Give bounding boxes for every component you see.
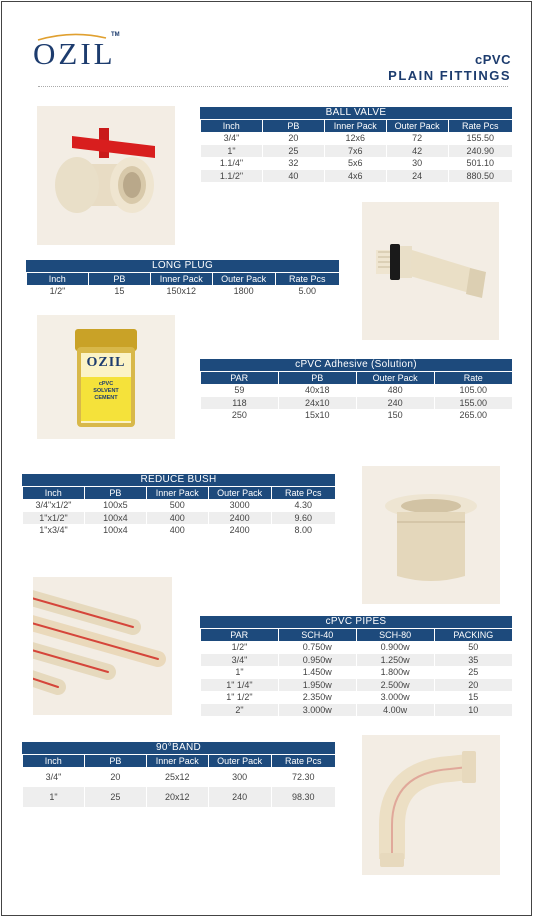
table-cell: 59: [201, 384, 279, 397]
table-cell: 1.950w: [278, 679, 356, 692]
band-bend-icon: [362, 735, 500, 875]
column-header: PB: [84, 755, 146, 768]
can-line-3: CEMENT: [94, 395, 118, 401]
can-brand-label: OZIL: [86, 355, 126, 370]
table-cell: 9.60: [271, 512, 335, 525]
table-cell: 155.00: [434, 397, 512, 410]
table-cell: 150x12: [150, 285, 212, 298]
header-divider: [38, 86, 508, 87]
table-row: [201, 384, 513, 397]
table-cell: 4x6: [324, 170, 386, 183]
table-row: [23, 767, 336, 787]
table-row: [201, 704, 513, 717]
table-cell: 240: [208, 787, 271, 807]
table-cell: 400: [146, 512, 208, 525]
table-cell: 1.450w: [278, 666, 356, 679]
can-product-label: [81, 381, 131, 402]
table-cell: 1/2": [27, 285, 89, 298]
table-cell: 24: [386, 170, 448, 183]
table-cell: 105.00: [434, 384, 512, 397]
table-cell: 32: [262, 157, 324, 170]
table-row: [23, 787, 336, 807]
table-cell: 40x18: [278, 384, 356, 397]
long-plug-icon: [362, 202, 499, 340]
table-cell: 15: [434, 691, 512, 704]
table-header-row: [201, 629, 513, 642]
table-cell: 3.000w: [356, 691, 434, 704]
table-cell: 240.90: [448, 145, 512, 158]
column-header: Inner Pack: [146, 487, 208, 500]
table-row: [201, 132, 513, 145]
column-header: Inner Pack: [324, 120, 386, 133]
reduce-bush-table: [22, 474, 335, 537]
ball-valve-table: [200, 107, 512, 182]
table-cell: 12x6: [324, 132, 386, 145]
table-cell: 1"x1/2": [23, 512, 85, 525]
table-row: [201, 654, 513, 667]
column-header: Outer Pack: [208, 755, 271, 768]
column-header: Inch: [201, 120, 263, 133]
table-row: [201, 397, 513, 410]
table-cell: 300: [208, 767, 271, 787]
table-cell: 100x4: [84, 524, 146, 537]
column-header: Outer Pack: [386, 120, 448, 133]
logo-swoosh-icon: [36, 32, 108, 42]
table-row: [201, 666, 513, 679]
table-header-row: [201, 120, 513, 133]
band-table: [22, 742, 335, 807]
table-row: [201, 409, 513, 422]
table-cell: 2.350w: [278, 691, 356, 704]
trademark-mark: TM: [111, 32, 120, 38]
ball-valve-photo: [37, 106, 175, 245]
table-cell: 2": [201, 704, 279, 717]
column-header: PAR: [201, 372, 279, 385]
table-cell: 100x5: [84, 499, 146, 512]
table-cell: 5x6: [324, 157, 386, 170]
table-cell: 20x12: [146, 787, 208, 807]
table-cell: 10: [434, 704, 512, 717]
table-cell: 3/4": [23, 767, 85, 787]
table-cell: 7x6: [324, 145, 386, 158]
table-cell: 25: [84, 787, 146, 807]
pipes-title: cPVC PIPES: [200, 616, 512, 628]
long-plug-table: [26, 260, 339, 298]
table-row: [23, 524, 336, 537]
table-cell: 98.30: [271, 787, 335, 807]
column-header: Rate Pcs: [448, 120, 512, 133]
column-header: PB: [84, 487, 146, 500]
table-cell: 2400: [208, 512, 271, 525]
can-line-2: SOLVENT: [93, 388, 119, 394]
table-cell: 480: [356, 384, 434, 397]
reduce-bush-photo: [362, 466, 500, 604]
table-cell: 0.750w: [278, 641, 356, 654]
column-header: Rate: [434, 372, 512, 385]
table-cell: 1/2": [201, 641, 279, 654]
table-cell: 150: [356, 409, 434, 422]
table-cell: 118: [201, 397, 279, 410]
table-cell: 155.50: [448, 132, 512, 145]
band-title: 90°BAND: [22, 742, 335, 754]
table-row: [201, 157, 513, 170]
table-header-row: [23, 755, 336, 768]
column-header: Inch: [23, 487, 85, 500]
table-cell: 100x4: [84, 512, 146, 525]
table-cell: 4.30: [271, 499, 335, 512]
table-cell: 3.000w: [278, 704, 356, 717]
table-cell: 30: [386, 157, 448, 170]
long-plug-photo: [362, 202, 499, 340]
adhesive-title: cPVC Adhesive (Solution): [200, 359, 512, 371]
band-photo: [362, 735, 500, 875]
column-header: Inch: [23, 755, 85, 768]
table-cell: 1": [201, 145, 263, 158]
table-cell: 1.250w: [356, 654, 434, 667]
table-cell: 240: [356, 397, 434, 410]
ozil-logo: [33, 32, 120, 71]
column-header: Outer Pack: [356, 372, 434, 385]
column-header: Rate Pcs: [271, 487, 335, 500]
table-cell: 1" 1/2": [201, 691, 279, 704]
table-cell: 3/4": [201, 654, 279, 667]
table-cell: 15: [88, 285, 150, 298]
table-row: [201, 641, 513, 654]
reduce-bush-title: REDUCE BUSH: [22, 474, 335, 486]
column-header: Rate Pcs: [275, 273, 339, 286]
column-header: SCH-80: [356, 629, 434, 642]
pipes-table: [200, 616, 512, 716]
table-cell: 2.500w: [356, 679, 434, 692]
table-cell: 250: [201, 409, 279, 422]
column-header: PB: [262, 120, 324, 133]
table-cell: 15x10: [278, 409, 356, 422]
table-row: [23, 499, 336, 512]
logo-text: OZIL: [33, 36, 116, 71]
table-cell: 1.1/4": [201, 157, 263, 170]
table-cell: 501.10: [448, 157, 512, 170]
heading-line-1: cPVC: [475, 52, 511, 67]
column-header: Outer Pack: [208, 487, 271, 500]
table-cell: 35: [434, 654, 512, 667]
table-cell: 1.1/2": [201, 170, 263, 183]
table-cell: 20: [262, 132, 324, 145]
pipes-icon: [33, 577, 172, 715]
table-cell: 8.00: [271, 524, 335, 537]
reduce-bush-icon: [362, 466, 500, 604]
table-cell: 1": [201, 666, 279, 679]
page-heading: [388, 52, 511, 83]
table-cell: 40: [262, 170, 324, 183]
table-cell: 3/4"x1/2": [23, 499, 85, 512]
table-cell: 1"x3/4": [23, 524, 85, 537]
long-plug-title: LONG PLUG: [26, 260, 339, 272]
table-cell: 72.30: [271, 767, 335, 787]
table-cell: 3/4": [201, 132, 263, 145]
column-header: Inch: [27, 273, 89, 286]
table-cell: 24x10: [278, 397, 356, 410]
table-cell: 500: [146, 499, 208, 512]
table-cell: 50: [434, 641, 512, 654]
table-row: [201, 691, 513, 704]
table-cell: 400: [146, 524, 208, 537]
adhesive-can-icon: [37, 315, 175, 439]
can-line-1: cPVC: [98, 381, 114, 387]
table-header-row: [201, 372, 513, 385]
column-header: Inner Pack: [150, 273, 212, 286]
column-header: PB: [278, 372, 356, 385]
adhesive-table: [200, 359, 512, 422]
table-cell: 25: [262, 145, 324, 158]
table-cell: 1" 1/4": [201, 679, 279, 692]
table-cell: 3000: [208, 499, 271, 512]
table-cell: 0.900w: [356, 641, 434, 654]
table-row: [23, 512, 336, 525]
table-cell: 4.00w: [356, 704, 434, 717]
table-row: [27, 285, 340, 298]
table-row: [201, 145, 513, 158]
table-cell: 2400: [208, 524, 271, 537]
table-cell: 1800: [212, 285, 275, 298]
table-cell: 20: [84, 767, 146, 787]
ball-valve-icon: [37, 106, 175, 245]
table-cell: 880.50: [448, 170, 512, 183]
column-header: SCH-40: [278, 629, 356, 642]
table-row: [201, 679, 513, 692]
table-row: [201, 170, 513, 183]
table-cell: 72: [386, 132, 448, 145]
table-cell: 5.00: [275, 285, 339, 298]
table-header-row: [23, 487, 336, 500]
column-header: PACKING: [434, 629, 512, 642]
table-cell: 1.800w: [356, 666, 434, 679]
column-header: Inner Pack: [146, 755, 208, 768]
table-cell: 1": [23, 787, 85, 807]
table-cell: 25x12: [146, 767, 208, 787]
table-cell: 0.950w: [278, 654, 356, 667]
column-header: PB: [88, 273, 150, 286]
table-cell: 25: [434, 666, 512, 679]
table-header-row: [27, 273, 340, 286]
pipes-photo: [33, 577, 172, 715]
column-header: Outer Pack: [212, 273, 275, 286]
heading-line-2: PLAIN FITTINGS: [388, 68, 511, 83]
table-cell: 42: [386, 145, 448, 158]
table-cell: 20: [434, 679, 512, 692]
column-header: Rate Pcs: [271, 755, 335, 768]
column-header: PAR: [201, 629, 279, 642]
adhesive-can-photo: [37, 315, 175, 439]
ball-valve-title: BALL VALVE: [200, 107, 512, 119]
table-cell: 265.00: [434, 409, 512, 422]
